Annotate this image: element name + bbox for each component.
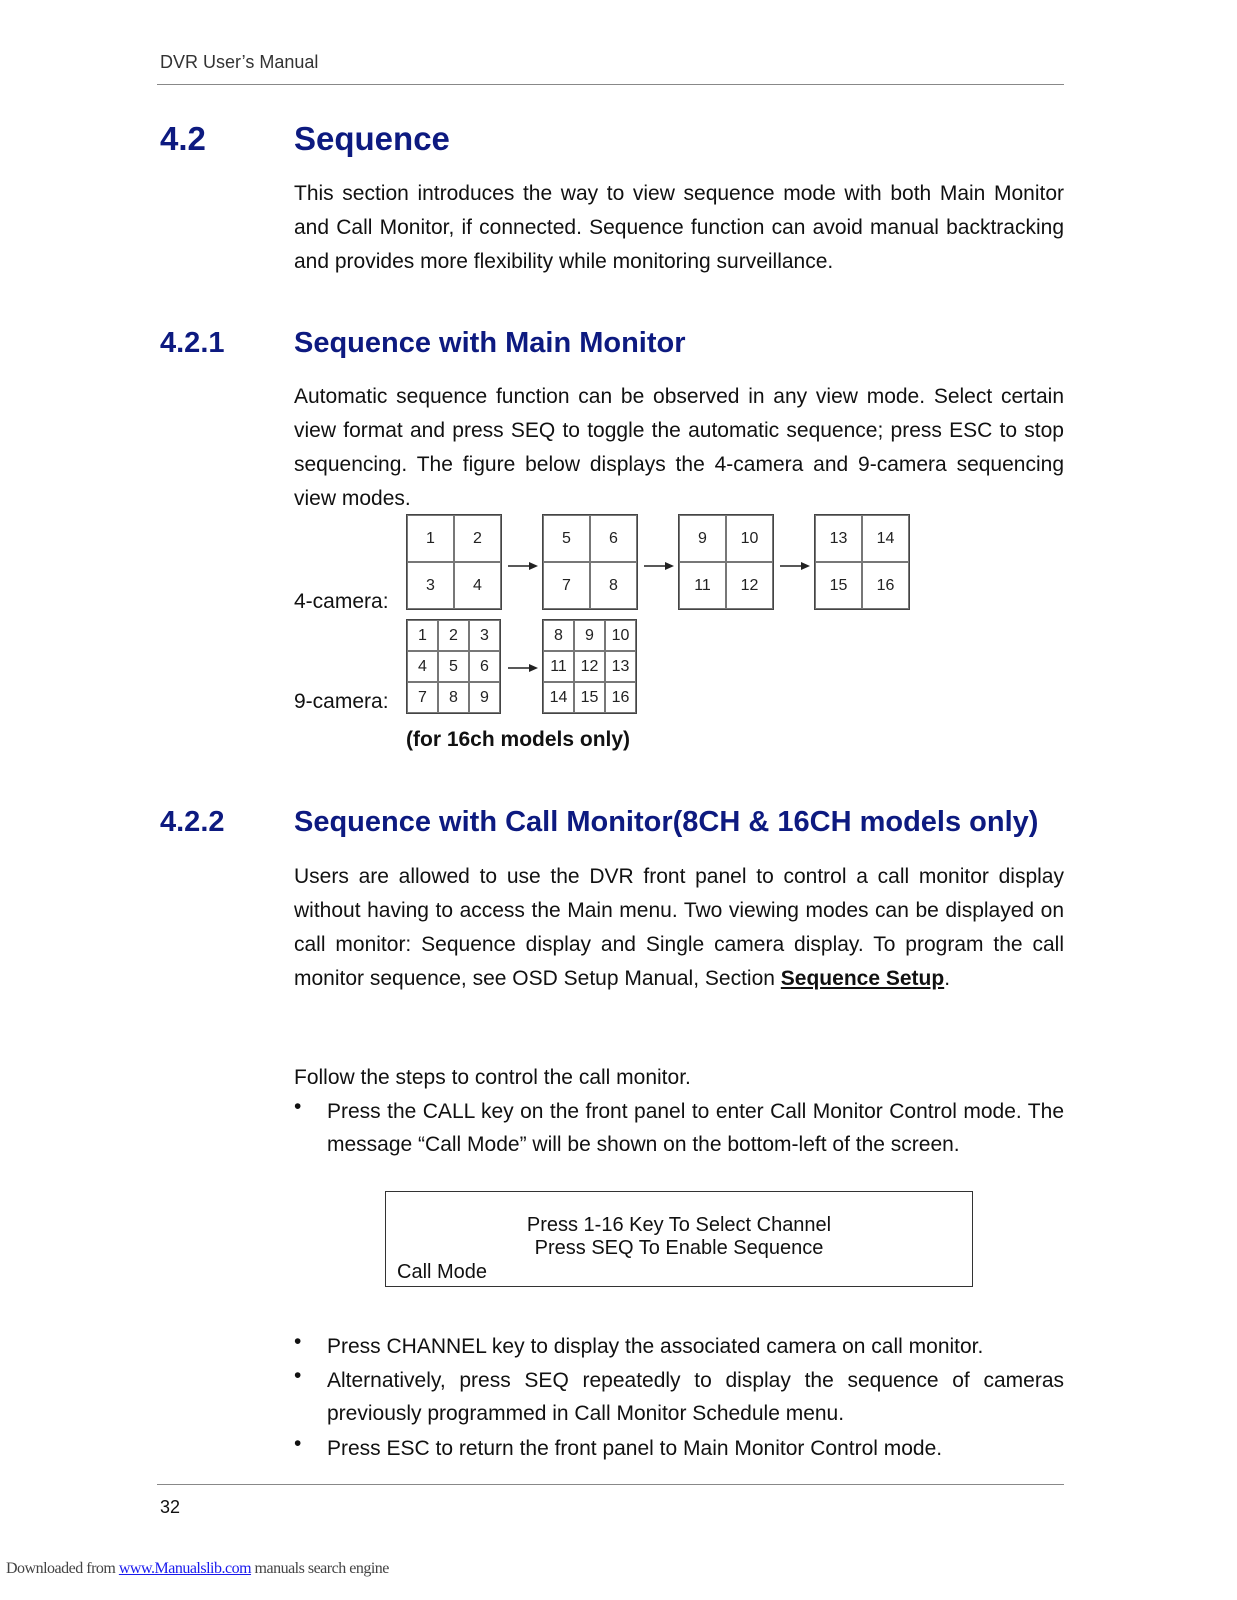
grid-cell: 3 — [407, 562, 454, 609]
grid-cell: 15 — [574, 682, 605, 713]
grid-cell: 14 — [543, 682, 574, 713]
grid-9cam-1 — [406, 619, 501, 714]
grid-cell: 11 — [679, 562, 726, 609]
bullet-marker: • — [294, 1095, 302, 1118]
grid-cell: 2 — [454, 515, 501, 562]
grid-cell: 8 — [590, 562, 637, 609]
bullet-marker: • — [294, 1432, 302, 1455]
grid-cell: 1 — [407, 620, 438, 651]
call-monitor-screen — [385, 1191, 973, 1287]
grid-cell: 10 — [605, 620, 636, 651]
grid-cell: 16 — [605, 682, 636, 713]
grid-cell: 13 — [605, 651, 636, 682]
arrow-right-icon — [780, 561, 810, 571]
grid-cell: 4 — [454, 562, 501, 609]
grid-4cam-2 — [542, 514, 638, 610]
bullet-item-3: Alternatively, press SEQ repeatedly to display the sequence of cameras previously programmed in Call Monitor Schedule menu. — [327, 1369, 1064, 1425]
grid-cell: 8 — [543, 620, 574, 651]
subsection-text-1: Automatic sequence function can be observed in any view mode. Select certain view format and press SEQ to toggle the automatic sequence; press ESC to stop sequencing. The figure below displays the 4-camera and 9-camera sequencing view modes. — [294, 385, 1064, 510]
grid-cell: 6 — [469, 651, 500, 682]
arrow-right-icon — [508, 663, 538, 673]
steps-intro: Follow the steps to control the call monitor. — [294, 1066, 691, 1089]
bullet-item-1: Press the CALL key on the front panel to enter Call Monitor Control mode. The message “Call Mode” will be shown on the bottom-left of the screen. — [327, 1100, 1064, 1156]
section-number: 4.2 — [160, 120, 206, 157]
grid-cell: 5 — [438, 651, 469, 682]
grid-9cam-2 — [542, 619, 637, 714]
grid-cell: 6 — [590, 515, 637, 562]
grid-cell: 8 — [438, 682, 469, 713]
grid-cell: 14 — [862, 515, 909, 562]
bullet-item-4: Press ESC to return the front panel to Main Monitor Control mode. — [327, 1437, 943, 1460]
download-suffix: manuals search engine — [251, 1560, 389, 1577]
grid-cell: 2 — [438, 620, 469, 651]
footer-rule — [157, 1484, 1064, 1485]
running-header: DVR User’s Manual — [160, 52, 319, 72]
grid-cell: 7 — [543, 562, 590, 609]
subsection-title-2: Sequence with Call Monitor(8CH & 16CH models only) — [294, 806, 1039, 838]
grid-cell: 11 — [543, 651, 574, 682]
screen-line-1: Press 1-16 Key To Select Channel — [526, 1214, 832, 1236]
bullet-marker: • — [294, 1330, 302, 1353]
grid-cell: 15 — [815, 562, 862, 609]
link-trailing-period: . — [944, 967, 951, 990]
grid-cell: 16 — [862, 562, 909, 609]
grid-cell: 5 — [543, 515, 590, 562]
grid-cell: 1 — [407, 515, 454, 562]
figure-note: (for 16ch models only) — [406, 728, 631, 751]
grid-cell: 12 — [726, 562, 773, 609]
download-notice — [6, 1560, 389, 1578]
label-9camera: 9-camera: — [294, 690, 389, 713]
sequence-setup-link[interactable]: Sequence Setup — [780, 967, 945, 990]
header-rule — [157, 84, 1064, 85]
grid-4cam-1 — [406, 514, 502, 610]
arrow-right-icon — [508, 561, 538, 571]
subsection-text-2-body: Users are allowed to use the DVR front panel to control a call monitor display without having to access the Main menu. Two viewing modes can be displayed on call monitor: Sequence display and Single camera display. To program the call monitor sequence, see OSD Setup Manual, Section — [294, 865, 1064, 990]
manualslib-link[interactable]: www.Manualslib.com — [118, 1560, 252, 1577]
grid-4cam-4 — [814, 514, 910, 610]
grid-cell: 7 — [407, 682, 438, 713]
grid-cell: 4 — [407, 651, 438, 682]
subsection-number-1: 4.2.1 — [160, 327, 225, 359]
grid-cell: 9 — [679, 515, 726, 562]
grid-cell: 9 — [574, 620, 605, 651]
screen-line-2: Press SEQ To Enable Sequence — [534, 1237, 824, 1259]
section-intro: This section introduces the way to view sequence mode with both Main Monitor and Call Monitor, if connected. Sequence function can avoid manual backtracking and provides more flexibility while monitoring surveillance. — [294, 182, 1064, 273]
grid-cell: 3 — [469, 620, 500, 651]
download-prefix: Downloaded from — [6, 1560, 119, 1577]
section-title: Sequence — [294, 120, 450, 157]
subsection-number-2: 4.2.2 — [160, 806, 225, 838]
grid-cell: 13 — [815, 515, 862, 562]
call-mode-indicator: Call Mode — [397, 1261, 488, 1283]
subsection-title-1: Sequence with Main Monitor — [294, 327, 686, 359]
grid-4cam-3 — [678, 514, 774, 610]
grid-cell: 9 — [469, 682, 500, 713]
grid-cell: 12 — [574, 651, 605, 682]
page-number: 32 — [160, 1497, 181, 1517]
label-4camera: 4-camera: — [294, 590, 389, 613]
bullet-item-2: Press CHANNEL key to display the associated camera on call monitor. — [327, 1335, 984, 1358]
arrow-right-icon — [644, 561, 674, 571]
subsection-text-2 — [294, 860, 1064, 996]
grid-cell: 10 — [726, 515, 773, 562]
bullet-marker: • — [294, 1364, 302, 1387]
